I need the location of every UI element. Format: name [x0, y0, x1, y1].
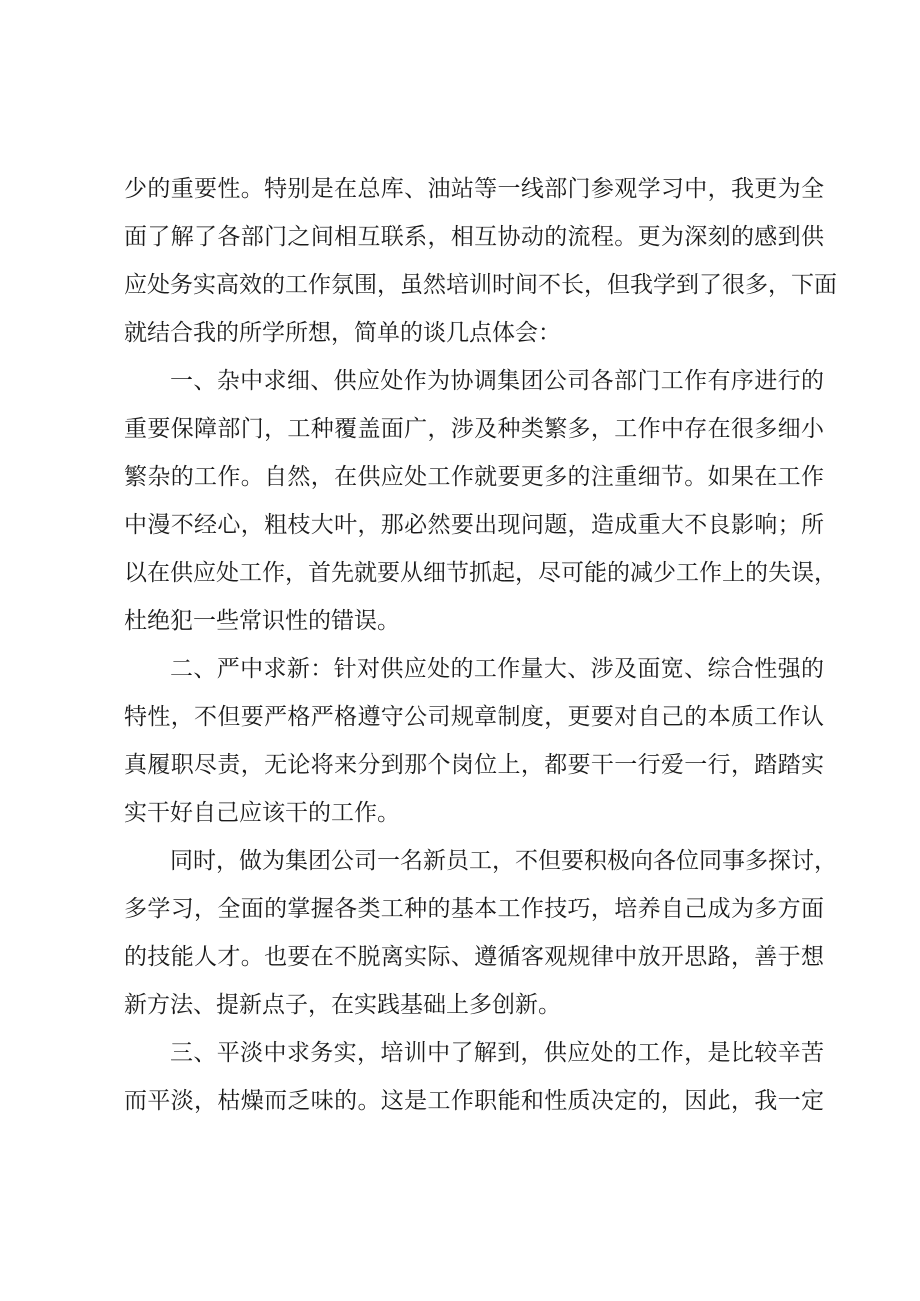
- text-line: 真履职尽责，无论将来分到那个岗位上，都要干一行爱一行，踏踏实: [124, 752, 824, 778]
- paragraph-first-line: 一、杂中求细、供应处作为协调集团公司各部门工作有序进行的: [170, 368, 824, 394]
- text-line: 新方法、提新点子，在实践基础上多创新。: [124, 992, 561, 1018]
- text-line: 重要保障部门，工种覆盖面广，涉及种类繁多，工作中存在很多细小: [124, 416, 824, 442]
- text-line: 繁杂的工作。自然，在供应处工作就要更多的注重细节。如果在工作: [124, 464, 824, 490]
- text-line: 中漫不经心，粗枝大叶，那必然要出现问题，造成重大不良影响；所: [124, 512, 824, 538]
- text-line: 应处务实高效的工作氛围，虽然培训时间不长，但我学到了很多，下面: [124, 272, 837, 298]
- paragraph-first-line: 同时，做为集团公司一名新员工，不但要积极向各位同事多探讨，: [170, 848, 837, 874]
- text-line: 的技能人才。也要在不脱离实际、遵循客观规律中放开思路，善于想: [124, 944, 824, 970]
- document-body: [124, 165, 837, 1125]
- text-line: 特性，不但要严格严格遵守公司规章制度，更要对自己的本质工作认: [124, 704, 824, 730]
- paragraph-first-line: 二、严中求新：针对供应处的工作量大、涉及面宽、综合性强的: [170, 656, 824, 682]
- paragraph-first-line: 三、平淡中求务实，培训中了解到，供应处的工作，是比较辛苦: [170, 1040, 824, 1066]
- text-line: 而平淡，枯燥而乏味的。这是工作职能和性质决定的，因此，我一定: [124, 1088, 824, 1114]
- text-line: 多学习，全面的掌握各类工种的基本工作技巧，培养自己成为多方面: [124, 896, 824, 922]
- text-line: 面了解了各部门之间相互联系，相互协动的流程。更为深刻的感到供: [124, 224, 824, 250]
- text-line: 杜绝犯一些常识性的错误。: [124, 608, 400, 634]
- text-line: 就结合我的所学所想，简单的谈几点体会：: [124, 320, 561, 346]
- text-line: 少的重要性。特别是在总库、油站等一线部门参观学习中，我更为全: [124, 176, 824, 202]
- text-line: 以在供应处工作，首先就要从细节抓起，尽可能的减少工作上的失误，: [124, 560, 837, 586]
- text-line: 实干好自己应该干的工作。: [124, 800, 400, 826]
